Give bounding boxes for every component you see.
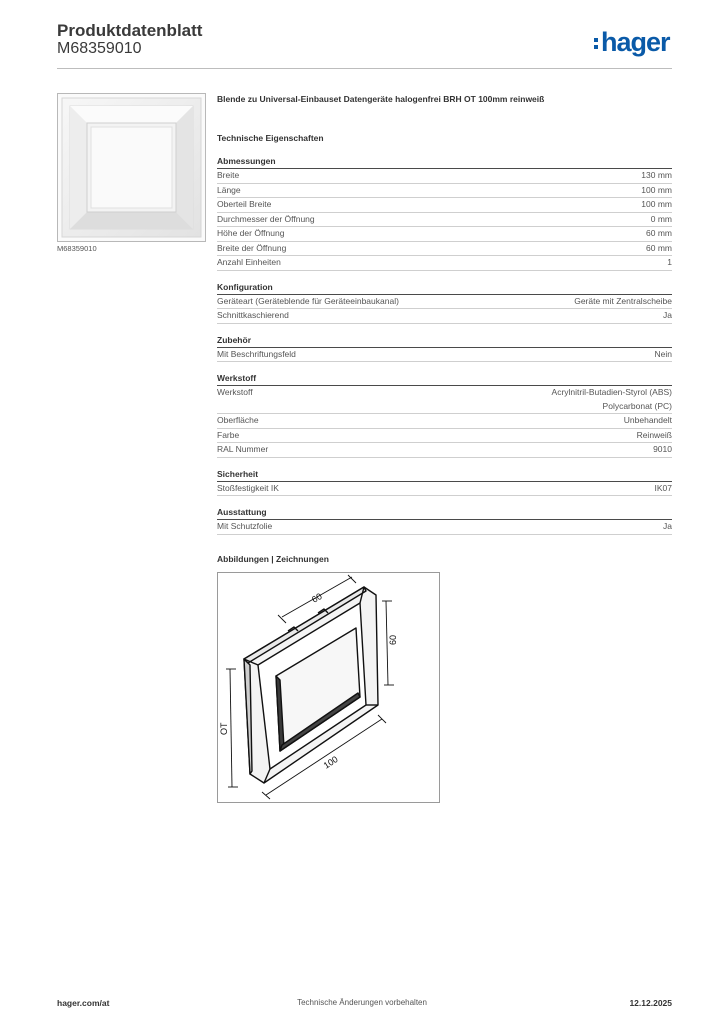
property-value-line: Unbehandelt: [623, 415, 672, 425]
property-value-line: IK07: [654, 482, 672, 493]
property-row: [217, 443, 672, 458]
property-value-line: 9010: [653, 444, 672, 454]
logo-text: hager: [601, 27, 670, 57]
property-row: [217, 429, 672, 444]
technical-properties-title: Technische Eigenschaften: [217, 133, 324, 143]
product-details: [217, 94, 672, 564]
footer-website: hager.com/at: [57, 998, 110, 1008]
property-value-line: 1: [667, 257, 672, 267]
property-value: [641, 169, 672, 183]
property-label: Schnittkaschierend: [217, 310, 289, 320]
property-value-line: 60 mm: [646, 228, 672, 238]
product-image: [57, 93, 206, 242]
property-row: [217, 213, 672, 228]
property-row: [217, 309, 672, 324]
property-label: Farbe: [217, 429, 240, 440]
section-title: Sicherheit: [217, 469, 672, 482]
property-row: [217, 414, 672, 429]
property-value-line: Polycarbonat (PC): [602, 400, 672, 411]
dim-right-label: 60: [388, 634, 398, 645]
property-label: Mit Beschriftungsfeld: [217, 348, 296, 359]
property-value: [653, 443, 672, 457]
property-row: [217, 227, 672, 242]
property-row: [217, 482, 672, 497]
technical-drawing: [217, 572, 440, 803]
hager-logo: [594, 27, 670, 58]
property-value-line: Ja: [663, 310, 672, 320]
property-row: [217, 386, 672, 414]
section-title: Ausstattung: [217, 507, 672, 520]
property-label: Stoßfestigkeit IK: [217, 482, 279, 493]
property-row: [217, 184, 672, 199]
section-title: Werkstoff: [217, 373, 672, 386]
section-title: Konfiguration: [217, 282, 672, 295]
drawings-title: Abbildungen | Zeichnungen: [217, 553, 329, 564]
property-value-line: Nein: [654, 348, 672, 359]
property-value: [667, 256, 672, 270]
product-code: M68359010: [57, 40, 142, 57]
dim-left-label: OT: [219, 722, 229, 735]
property-value: [651, 213, 672, 227]
property-value: [655, 482, 673, 496]
property-row: [217, 169, 672, 184]
property-value-line: Geräte mit Zentralscheibe: [574, 295, 672, 306]
property-label: Breite: [217, 170, 240, 180]
frame-drawing-svg: [218, 573, 439, 802]
page-title: Produktdatenblatt: [57, 21, 203, 40]
property-label: Länge: [217, 184, 241, 195]
property-value: [552, 386, 672, 413]
property-row: [217, 348, 672, 363]
property-value: [663, 520, 672, 534]
property-value-line: Ja: [663, 521, 672, 531]
section: [217, 373, 672, 458]
section: [217, 156, 672, 271]
property-row: [217, 256, 672, 271]
property-value: [637, 429, 672, 443]
property-row: [217, 295, 672, 310]
property-label: Geräteart (Geräteblende für Geräteeinbaukanal): [217, 295, 399, 306]
property-value-line: Acrylnitril-Butadien-Styrol (ABS): [551, 387, 672, 397]
section: [217, 282, 672, 324]
property-label: Breite der Öffnung: [217, 242, 287, 253]
property-value-line: 60 mm: [646, 242, 672, 253]
product-image-caption: M68359010: [57, 244, 97, 253]
property-value: [574, 295, 672, 309]
footer-date: 12.12.2025: [629, 998, 672, 1008]
section: [217, 335, 672, 363]
property-value-line: Reinweiß: [636, 429, 672, 440]
property-value: [624, 414, 672, 428]
dim-top-label: 60: [310, 591, 324, 605]
header-divider: [57, 68, 672, 69]
section: [217, 507, 672, 535]
property-label: RAL Nummer: [217, 444, 269, 454]
property-value: [646, 227, 672, 241]
section-title: Abmessungen: [217, 156, 672, 169]
property-value-line: 100 mm: [641, 184, 672, 195]
dim-bottom-label: 100: [321, 754, 340, 771]
property-value-line: 130 mm: [641, 170, 672, 180]
property-value-line: 0 mm: [650, 213, 672, 224]
property-row: [217, 242, 672, 257]
section: [217, 469, 672, 497]
property-label: Durchmesser der Öffnung: [217, 213, 315, 224]
property-row: [217, 520, 672, 535]
property-value: [641, 184, 672, 198]
property-row: [217, 198, 672, 213]
logo-dots-icon: [594, 35, 599, 52]
footer-disclaimer: Technische Änderungen vorbehalten: [297, 998, 427, 1007]
property-value: [646, 242, 672, 256]
property-label: Höhe der Öffnung: [217, 228, 285, 238]
property-label: Mit Schutzfolie: [217, 521, 273, 531]
property-sections: [217, 156, 672, 535]
property-label: Werkstoff: [217, 387, 253, 397]
property-label: Oberfläche: [217, 415, 259, 425]
property-label: Oberteil Breite: [217, 199, 272, 209]
section-title: Zubehör: [217, 335, 672, 348]
product-description: Blende zu Universal-Einbauset Datengeräte halogenfrei BRH OT 100mm reinweiß: [217, 94, 545, 104]
property-value: [655, 348, 672, 362]
property-value: [663, 309, 672, 323]
property-label: Anzahl Einheiten: [217, 257, 281, 267]
property-value-line: 100 mm: [641, 199, 672, 209]
property-value: [641, 198, 672, 212]
